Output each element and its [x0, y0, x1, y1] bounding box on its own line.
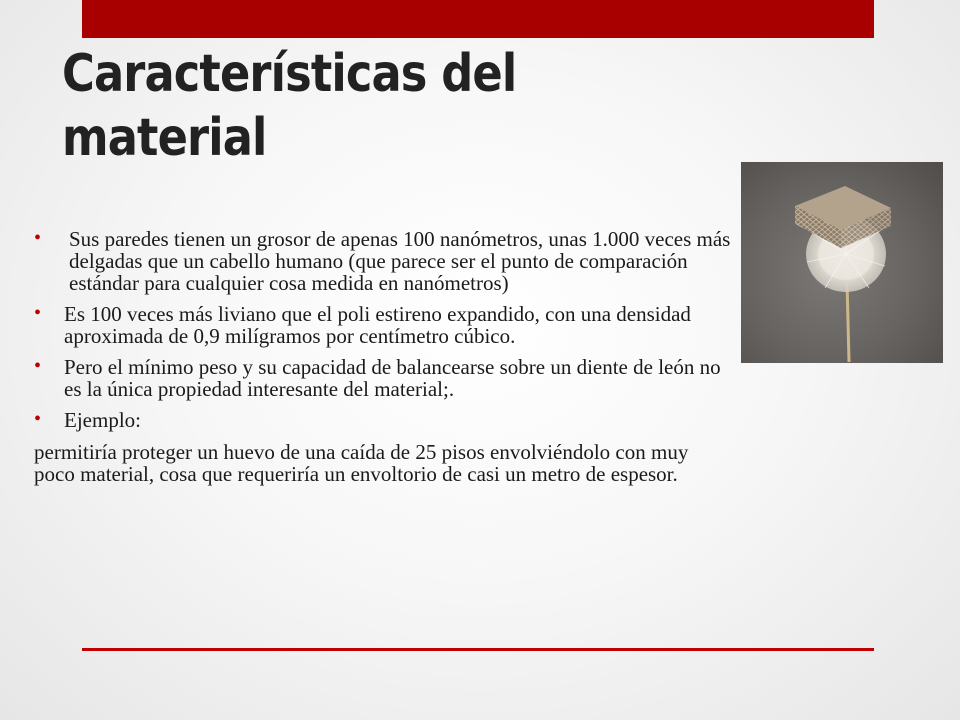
- bullet-item: [34, 356, 734, 400]
- bullet-text: Sus paredes tienen un grosor de apenas 100 nanómetros, unas 1.000 veces más delgadas que un cabello humano (que parece ser el punto de comparación estándar para cualquier cosa medida en nanómetros): [69, 227, 731, 295]
- bullet-icon: •: [34, 302, 42, 324]
- bullet-item: [34, 303, 734, 347]
- slide-title: Características del material: [62, 44, 517, 168]
- bullet-item: [34, 228, 734, 294]
- material-photo: [741, 162, 943, 363]
- bullet-text: Ejemplo:: [64, 408, 141, 432]
- bullet-icon: •: [34, 408, 42, 430]
- bottom-divider: [82, 648, 874, 651]
- bullet-item: [34, 409, 734, 431]
- bullet-icon: •: [34, 227, 42, 249]
- example-paragraph: permitiría proteger un huevo de una caída de 25 pisos envolviéndolo con muy poco material, cosa que requeriría un envoltorio de casi un metro de espesor.: [34, 440, 689, 486]
- top-accent-bar: [82, 0, 874, 38]
- bullet-icon: •: [34, 355, 42, 377]
- bullet-list: [34, 228, 734, 431]
- slide-body: [34, 228, 734, 485]
- bullet-text: Pero el mínimo peso y su capacidad de balancearse sobre un diente de león no es la única propiedad interesante del material;.: [64, 355, 721, 401]
- bullet-text: Es 100 veces más liviano que el poli estireno expandido, con una densidad aproximada de 0,9 milígramos por centímetro cúbico.: [64, 302, 691, 348]
